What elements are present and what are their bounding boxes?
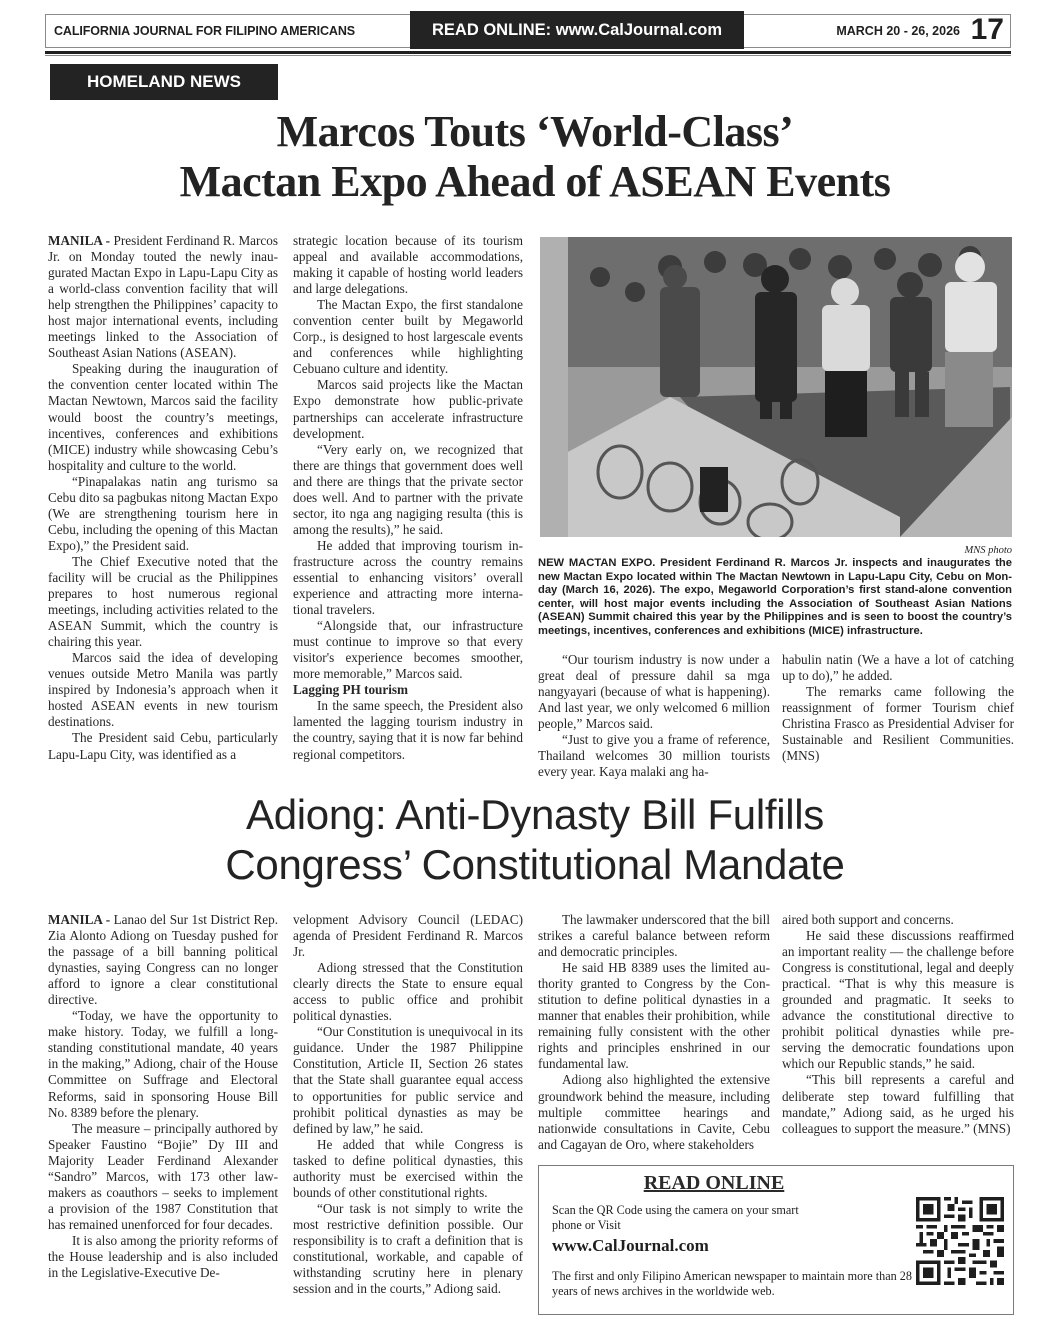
scan-instructions: Scan the QR Code using the camera on your smart phone or Visit [552, 1203, 799, 1232]
article2-paragraph: The lawmaker underscored that the bill strikes a careful balance between reform and democratic principles. [538, 912, 770, 960]
article1-paragraph: Marcos said projects like the Mactan Expo demonstrate how public-private partnerships can accelerate infrastructure development. [293, 377, 523, 441]
article2-paragraph: velopment Advisory Council (LEDAC) agenda of President Ferdinand R. Marcos Jr. [293, 912, 523, 960]
article1-subhead: Lagging PH tourism [293, 682, 409, 698]
article2-headline-line2: Congress’ Constitutional Mandate [225, 841, 845, 888]
article2-paragraph: He added that while Congress is tasked to define political dynasties, this authority must be exercised within the bounds of other constitutional rights. [293, 1136, 523, 1200]
article1-paragraph: strategic location because of its tourism appeal and available accommodations, making it capable of hosting world leaders and large delegations. [293, 233, 523, 297]
read-online-box [538, 1165, 1014, 1315]
article1-headline [40, 107, 1030, 207]
article2-paragraph: Adiong also highlighted the extensive groundwork behind the measure, including multiple committee hearings and nationwide consultations in Cavite, Cebu and Cagayan de Oro, where stakeholders [538, 1072, 770, 1152]
website-link[interactable]: www.CalJournal.com [552, 1236, 709, 1255]
read-online-title: READ ONLINE [643, 1172, 785, 1194]
article1-headline-line2: Mactan Expo Ahead of ASEAN Events [179, 157, 891, 206]
article1-paragraph: The remarks came following the reassignment of former Tourism chief Christina Frasco as Presidential Adviser for Sustainable and Resilient Communities. (MNS) [782, 684, 1014, 764]
article2-paragraph: It is also among the priority reforms of the House leadership and is also included in the Legislative-Executive De- [48, 1232, 278, 1281]
article1-paragraph: Marcos said the idea of developing venues outside Metro Manila was partly inspired by Indonesia’s approach when it hosted ASEAN events in new tourism destinations. [48, 650, 278, 730]
article2-headline-line1: Adiong: Anti-Dynasty Bill Fulfills [245, 791, 825, 838]
article1-paragraph: The Chief Executive noted that the facility will be crucial as the Philippines prepares to host numerous regional meetings, including activities related to the ASEAN Summit, which the country is chairing this year. [48, 553, 278, 650]
photo-caption: NEW MACTAN EXPO. President Ferdinand R. Marcos Jr. inspects and inaugurates the new Mactan Expo located within The Mactan Newtown in Lapu-Lapu City, Cebu on Monday (March 16, 2026). The expo, Megaworld Corporation’s first stand-alone convention center, will host major events including the Association of Southeast Asian Nations (ASEAN) Summit chaired this year by the Philippines and is seen to boost the country’s meetings, incentives, conferences and exhibitions (MICE) infrastructure. [538, 557, 1012, 637]
read-online-link[interactable]: READ ONLINE: www.CalJournal.com [410, 11, 744, 49]
article1-photo [540, 237, 1012, 537]
article1-paragraph: Speaking during the inauguration of the convention center located within The Mactan Newtown, Marcos said the facility would boost the country’s meetings, incentives, conferences and exhibitions (MICE) industry while showcasing Cebu’s hospitality and culture to the world. [48, 361, 278, 473]
page-number: 17 [970, 13, 1004, 46]
section-label: HOMELAND NEWS [50, 64, 278, 100]
article2-column-4 [782, 912, 1014, 1137]
masthead [45, 14, 1011, 48]
article2-paragraph: He said HB 8389 uses the limited authority granted to Congress by the Constitution to define political dynasties in a manner that enables their prohibition, while remaining fully consistent with the other rights and principles enshrined in our fundamental law. [538, 960, 770, 1072]
dateline: MANILA - [48, 912, 114, 927]
article1-paragraph: He added that improving tourism infrastructure across the country remains essential to enhancing visitors’ overall experience and attracting more international travelers. [293, 537, 523, 618]
article1-column-2 [293, 233, 523, 763]
article2-headline [40, 790, 1030, 890]
article1-column-4 [782, 652, 1014, 764]
event-photo-illustration [540, 237, 1012, 537]
article1-column-3 [538, 652, 770, 780]
article2-paragraph: The measure – principally authored by Speaker Faustino “Bojie” Dy III and Majority Leader Ferdinand Alexander “Sandro” Marcos, with 173 other lawmakers as coauthors – seeks to implement a provision of the 1987 Constitution that has remained unenforced for four decades. [48, 1120, 278, 1232]
article2-paragraph: Adiong stressed that the Constitution clearly directs the State to ensure equal access to public office and prohibit political dynasties. [293, 960, 523, 1024]
article1-paragraph: habulin natin (We a have a lot of catching up to do),” he added. [782, 652, 1014, 684]
article1-paragraph: “Very early on, we recognized that there are things that government does well and there are things that the private sector does well. And to partner with the private sector, ito nga ang nagiging resulta (this is among the results),” he said. [293, 441, 523, 537]
promo-description: The first and only Filipino American newspaper to maintain more than 28 years of news archives in the worldwide web. [552, 1269, 912, 1298]
article2-paragraph: “Today, we have the opportunity to make history. Today, we fulfill a long-standing constitutional mandate, 40 years in the making,” Adiong, chair of the House Committee on Suffrage and Electoral Reforms, said in sponsoring House Bill No. 8389 before the plenary. [48, 1008, 278, 1120]
article1-paragraph: The President said Cebu, particularly Lapu-Lapu City, was identified as a [48, 730, 278, 762]
article2-column-2 [293, 912, 523, 1297]
article1-paragraph: In the same speech, the President also lamented the lagging tourism industry in the country, saying that it is now far behind regional competitors. [293, 698, 523, 762]
masthead-rule-thin [45, 55, 1011, 56]
article2-paragraph: “Our task is not simply to write the most restrictive definition possible. Our responsibility is to craft a definition that is constitutional, workable, and capable of withstanding scrutiny here in plenary session and in the courts,” Adiong said. [293, 1200, 523, 1297]
photo-credit: MNS photo [964, 545, 1012, 556]
masthead-rule [45, 51, 1011, 54]
article2-paragraph: “Our Constitution is unequivocal in its guidance. Under the 1987 Philippine Constitution, Article II, Section 26 states that the State shall guarantee equal access to opportunities for public service and prohibit political dynasties as may be defined by law,” he said. [293, 1024, 523, 1136]
article1-headline-line1: Marcos Touts ‘World-Class’ [276, 107, 794, 156]
article1-paragraph: “Pinapalakas natin ang turismo sa Cebu dito sa pagbukas nitong Mactan Expo (We are strengthening tourism here in Cebu, including the opening of this Mactan Expo),” the President said. [48, 473, 279, 553]
dateline: MANILA - [48, 233, 114, 248]
article1-paragraph: “Just to give you a frame of reference, Thailand welcomes 30 million tourists every year. Kaya malaki ang ha- [538, 732, 770, 780]
article1-paragraph: The Mactan Expo, the first standalone convention center built by Megaworld Corp., is designed to host largescale events and conferences while highlighting Cebuano culture and identity. [293, 297, 523, 377]
article2-column-3 [538, 912, 770, 1153]
article1-paragraph: “Alongside that, our infrastructure must continue to improve so that every visitor's experience becomes smoother, more memorable,” Marcos said. [293, 618, 523, 682]
article2-paragraph: aired both support and concerns. [782, 912, 954, 927]
article2-paragraph: He said these discussions reaffirmed an important reality — the challenge before Congress is constitutional, legal and deeply practical. “That is why this measure is grounded and pragmatic. It seeks to advance the constitutional directive to prohibit political dynasties while preserving the democratic foundations upon which our Republic stands,” he said. [782, 928, 1014, 1072]
article1-column-1 [48, 233, 278, 763]
article1-paragraph: “Our tourism industry is now under a great deal of pressure dahil sa mga nangyayari (because of what is happening). And last year, we only welcomed 6 million people,” Marcos said. [538, 652, 770, 732]
publication-name: CALIFORNIA JOURNAL FOR FILIPINO AMERICANS [54, 24, 355, 38]
issue-date: MARCH 20 - 26, 2026 [836, 24, 960, 38]
article2-column-1 [48, 912, 278, 1281]
article1-paragraph: MANILA - President Ferdinand R. Marcos Jr. on Monday touted the newly inaugurated Mactan Expo in Lapu-Lapu City as a world-class convention facility that will help strengthen the Philippines’ capacity to host major international events, including meetings linked to the Association of Southeast Asian Nations (ASEAN). [48, 233, 278, 361]
article2-paragraph: “This bill represents a careful and deliberate step toward fulfilling that mandate,” Adiong said, as he urged his colleagues to support the measure.” (MNS) [782, 1072, 1014, 1136]
qr-code-icon[interactable] [916, 1197, 1004, 1285]
article2-paragraph: MANILA - Lanao del Sur 1st District Rep. Zia Alonto Adiong on Tuesday pushed for the passage of a bill banning political dynasties, saying Congress can no longer afford to ignore a clear constitutional directive. [48, 912, 279, 1008]
